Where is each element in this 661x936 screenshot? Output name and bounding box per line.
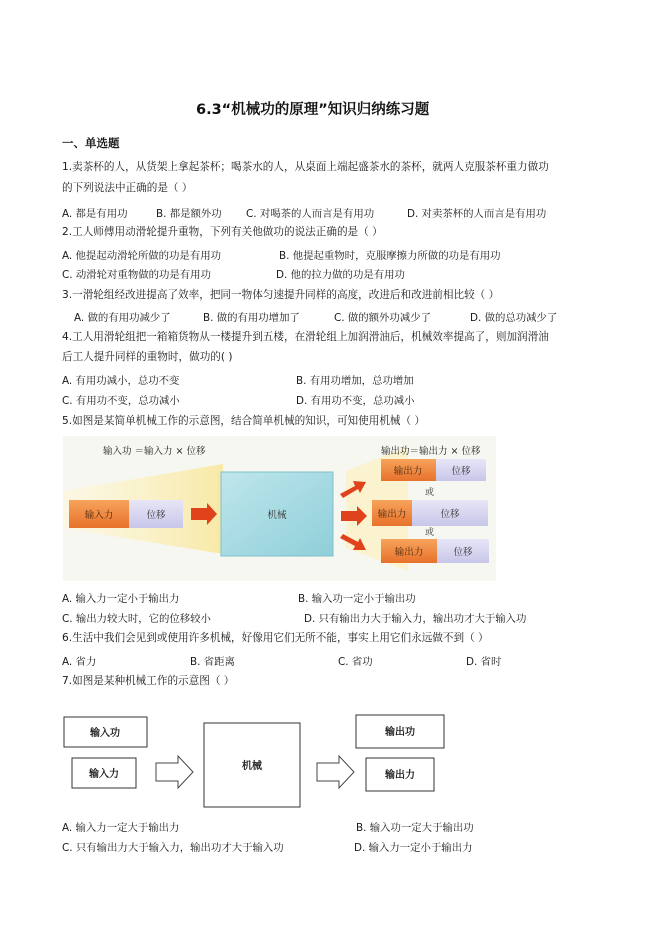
question-6-option-c[interactable]: C. 省功 <box>338 656 373 668</box>
question-4-stem-line-2: 后工人提升同样的重物时，做功的( ) <box>62 351 233 363</box>
question-6-option-a[interactable]: A. 省力 <box>62 656 97 668</box>
question-7-option-b[interactable]: B. 输入功一定大于输出功 <box>356 822 474 834</box>
output-force-label-top: 输出力 <box>393 466 423 477</box>
question-2-stem: 2.工人师傅用动滑轮提升重物，下列有关他做功的说法正确的是（ ） <box>62 226 383 238</box>
question-2-option-c[interactable]: C. 动滑轮对重物做的功是有用功 <box>62 269 211 281</box>
question-3-stem: 3.一滑轮组经改进提高了效率，把同一物体匀速提升同样的高度，改进后和改进前相比较（ ） <box>62 289 500 301</box>
output-force-label-middle: 输出力 <box>377 509 407 520</box>
question-1-option-a[interactable]: A. 都是有用功 <box>62 208 128 220</box>
question-3-option-b[interactable]: B. 做的有用功增加了 <box>203 312 300 324</box>
or-label-1: 或 <box>425 488 435 498</box>
question-7-option-a[interactable]: A. 输入力一定大于输出力 <box>62 822 180 834</box>
section-heading: 一、单选题 <box>62 136 120 150</box>
question-1-option-b[interactable]: B. 都是额外功 <box>156 208 222 220</box>
question-4-option-a[interactable]: A. 有用功减小，总功不变 <box>62 375 180 387</box>
machine-label: 机械 <box>242 761 262 772</box>
question-5-option-b[interactable]: B. 输入功一定小于输出功 <box>298 593 416 605</box>
input-displacement-label: 位移 <box>146 510 166 521</box>
question-3-option-c[interactable]: C. 做的额外功减少了 <box>334 312 431 324</box>
output-displacement-label-top: 位移 <box>451 466 471 477</box>
question-2-option-a[interactable]: A. 他提起动滑轮所做的功是有用功 <box>62 250 221 262</box>
question-3-option-a[interactable]: A. 做的有用功减少了 <box>74 312 171 324</box>
output-formula: 输出功＝输出力 × 位移 <box>381 446 481 457</box>
input-force-label: 输入力 <box>84 510 114 521</box>
input-work-label: 输入功 <box>90 728 120 739</box>
question-1-option-d[interactable]: D. 对卖茶杯的人而言是有用功 <box>407 208 547 220</box>
question-4-stem-line-1: 4.工人用滑轮组把一箱箱货物从一楼提升到五楼，在滑轮组上加润滑油后，机械效率提高了，则加润滑油 <box>62 331 549 343</box>
output-work-label: 输出功 <box>385 727 415 738</box>
question-7-stem: 7.如图是某种机械工作的示意图（ ） <box>62 675 235 687</box>
output-arrow-icon <box>317 756 354 788</box>
output-force-label-bottom: 输出力 <box>394 547 424 558</box>
question-7-figure <box>62 710 482 808</box>
question-6-option-b[interactable]: B. 省距离 <box>190 656 235 668</box>
question-7-option-c[interactable]: C. 只有输出力大于输入力，输出功才大于输入功 <box>62 842 284 854</box>
input-arrow-icon <box>156 756 193 788</box>
machine-label: 机械 <box>267 510 287 521</box>
question-7-option-d[interactable]: D. 输入力一定小于输出力 <box>354 842 473 854</box>
question-4-option-c[interactable]: C. 有用功不变，总功减小 <box>62 395 180 407</box>
question-6-stem: 6.生活中我们会见到或使用许多机械，好像用它们无所不能，事实上用它们永远做不到（ ） <box>62 632 489 644</box>
page-title: 6.3“机械功的原理”知识归纳练习题 <box>196 102 430 118</box>
question-4-option-d[interactable]: D. 有用功不变，总功减小 <box>296 395 415 407</box>
or-label-2: 或 <box>425 528 435 538</box>
question-5-option-c[interactable]: C. 输出力较大时，它的位移较小 <box>62 613 211 625</box>
question-1-stem-line-2: 的下列说法中正确的是（ ） <box>62 182 193 194</box>
question-3-option-d[interactable]: D. 做的总功减少了 <box>470 312 558 324</box>
output-displacement-label-bottom: 位移 <box>453 547 473 558</box>
question-5-option-a[interactable]: A. 输入力一定小于输出力 <box>62 593 180 605</box>
question-5-stem: 5.如图是某简单机械工作的示意图，结合简单机械的知识，可知使用机械（ ） <box>62 415 426 427</box>
question-1-option-c[interactable]: C. 对喝茶的人而言是有用功 <box>246 208 375 220</box>
question-6-option-d[interactable]: D. 省时 <box>466 656 502 668</box>
output-force-label: 输出力 <box>385 770 415 781</box>
question-4-option-b[interactable]: B. 有用功增加，总功增加 <box>296 375 414 387</box>
question-5-option-d[interactable]: D. 只有输出力大于输入力，输出功才大于输入功 <box>304 613 527 625</box>
input-formula: 输入功 ＝输入力 × 位移 <box>103 446 206 457</box>
question-2-option-d[interactable]: D. 他的拉力做的功是有用功 <box>276 269 405 281</box>
question-5-figure <box>63 436 496 581</box>
output-displacement-label-middle: 位移 <box>440 509 460 520</box>
question-1-stem-line-1: 1.卖茶杯的人，从货架上拿起茶杯；喝茶水的人，从桌面上端起盛茶水的茶杯，就两人克服茶杯重力做功 <box>62 161 549 173</box>
question-2-option-b[interactable]: B. 他提起重物时，克服摩擦力所做的功是有用功 <box>279 250 501 262</box>
input-force-label: 输入力 <box>89 769 119 780</box>
